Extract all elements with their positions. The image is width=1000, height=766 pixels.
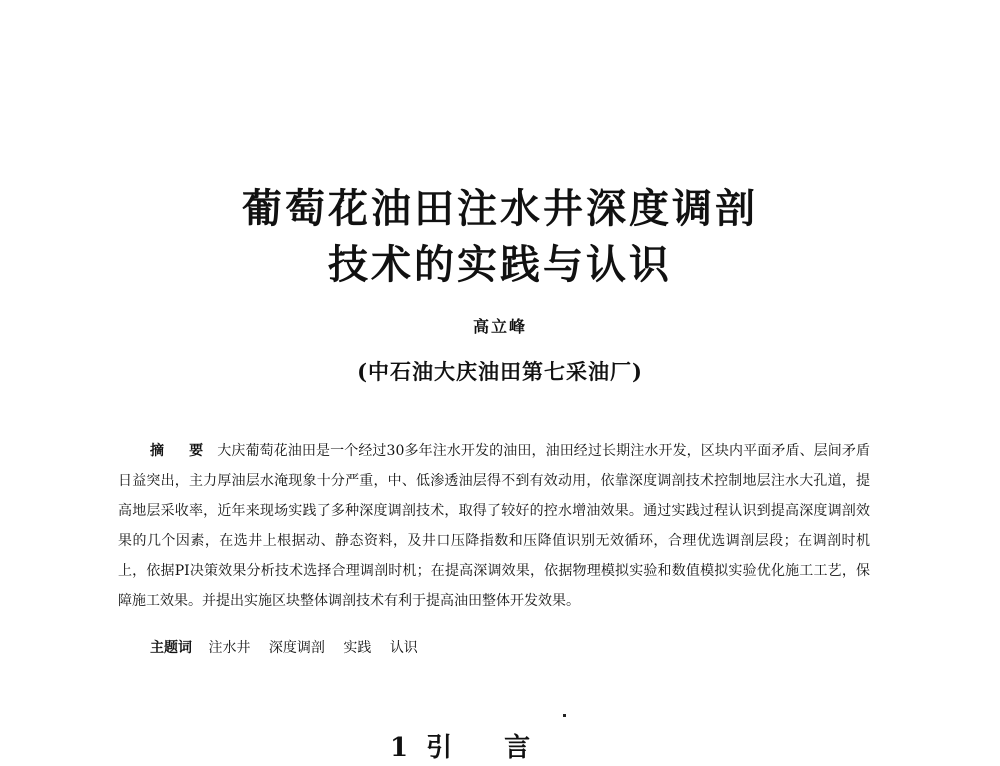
keywords-label: 主题词 bbox=[150, 640, 192, 656]
abstract-text: 大庆葡萄花油田是一个经过30多年注水开发的油田，油田经过长期注水开发，区块内平面矛盾、层间矛盾日益突出，主力厚油层水淹现象十分严重，中、低渗透油层得不到有效动用，依靠深度调剖技术控制地层注水大孔道，提高地层采收率，近年来现场实践了多种深度调剖技术，取得了较好的控水增油效果。通过实践过程认识到提高深度调剖效果的几个因素，在选井上根据动、静态资料，及井口压降指数和压降值识别无效循环，合理优选调剖层段；在调剖时机上，依据PI决策效果分析技术选择合理调剖时机；在提高深调效果，依据物理模拟实验和数值模拟实验优化施工工艺，保障施工效果。并提出实施区块整体调剖技术有利于提高油田整体开发效果。 bbox=[118, 443, 871, 609]
keyword-item: 注水井 bbox=[208, 640, 251, 656]
article-title-line1: 葡萄花油田注水井深度调剖 bbox=[242, 185, 758, 232]
section-title-char2: 言 bbox=[504, 733, 531, 763]
section-title-char1: 引 bbox=[426, 733, 453, 763]
section-number: 1 bbox=[390, 733, 409, 763]
section-heading bbox=[390, 730, 530, 766]
keywords-line bbox=[150, 637, 432, 659]
keyword-item: 认识 bbox=[389, 640, 418, 656]
scan-speck bbox=[563, 714, 566, 717]
author-affiliation: (中石油大庆油田第七采油厂) bbox=[357, 359, 643, 384]
article-title-line2: 技术的实践与认识 bbox=[328, 241, 672, 288]
abstract-paragraph bbox=[118, 436, 870, 616]
keyword-item: 实践 bbox=[343, 640, 372, 656]
abstract-label: 摘 要 bbox=[150, 443, 214, 459]
keyword-item: 深度调剖 bbox=[268, 640, 325, 656]
author-name: 高立峰 bbox=[472, 317, 527, 336]
